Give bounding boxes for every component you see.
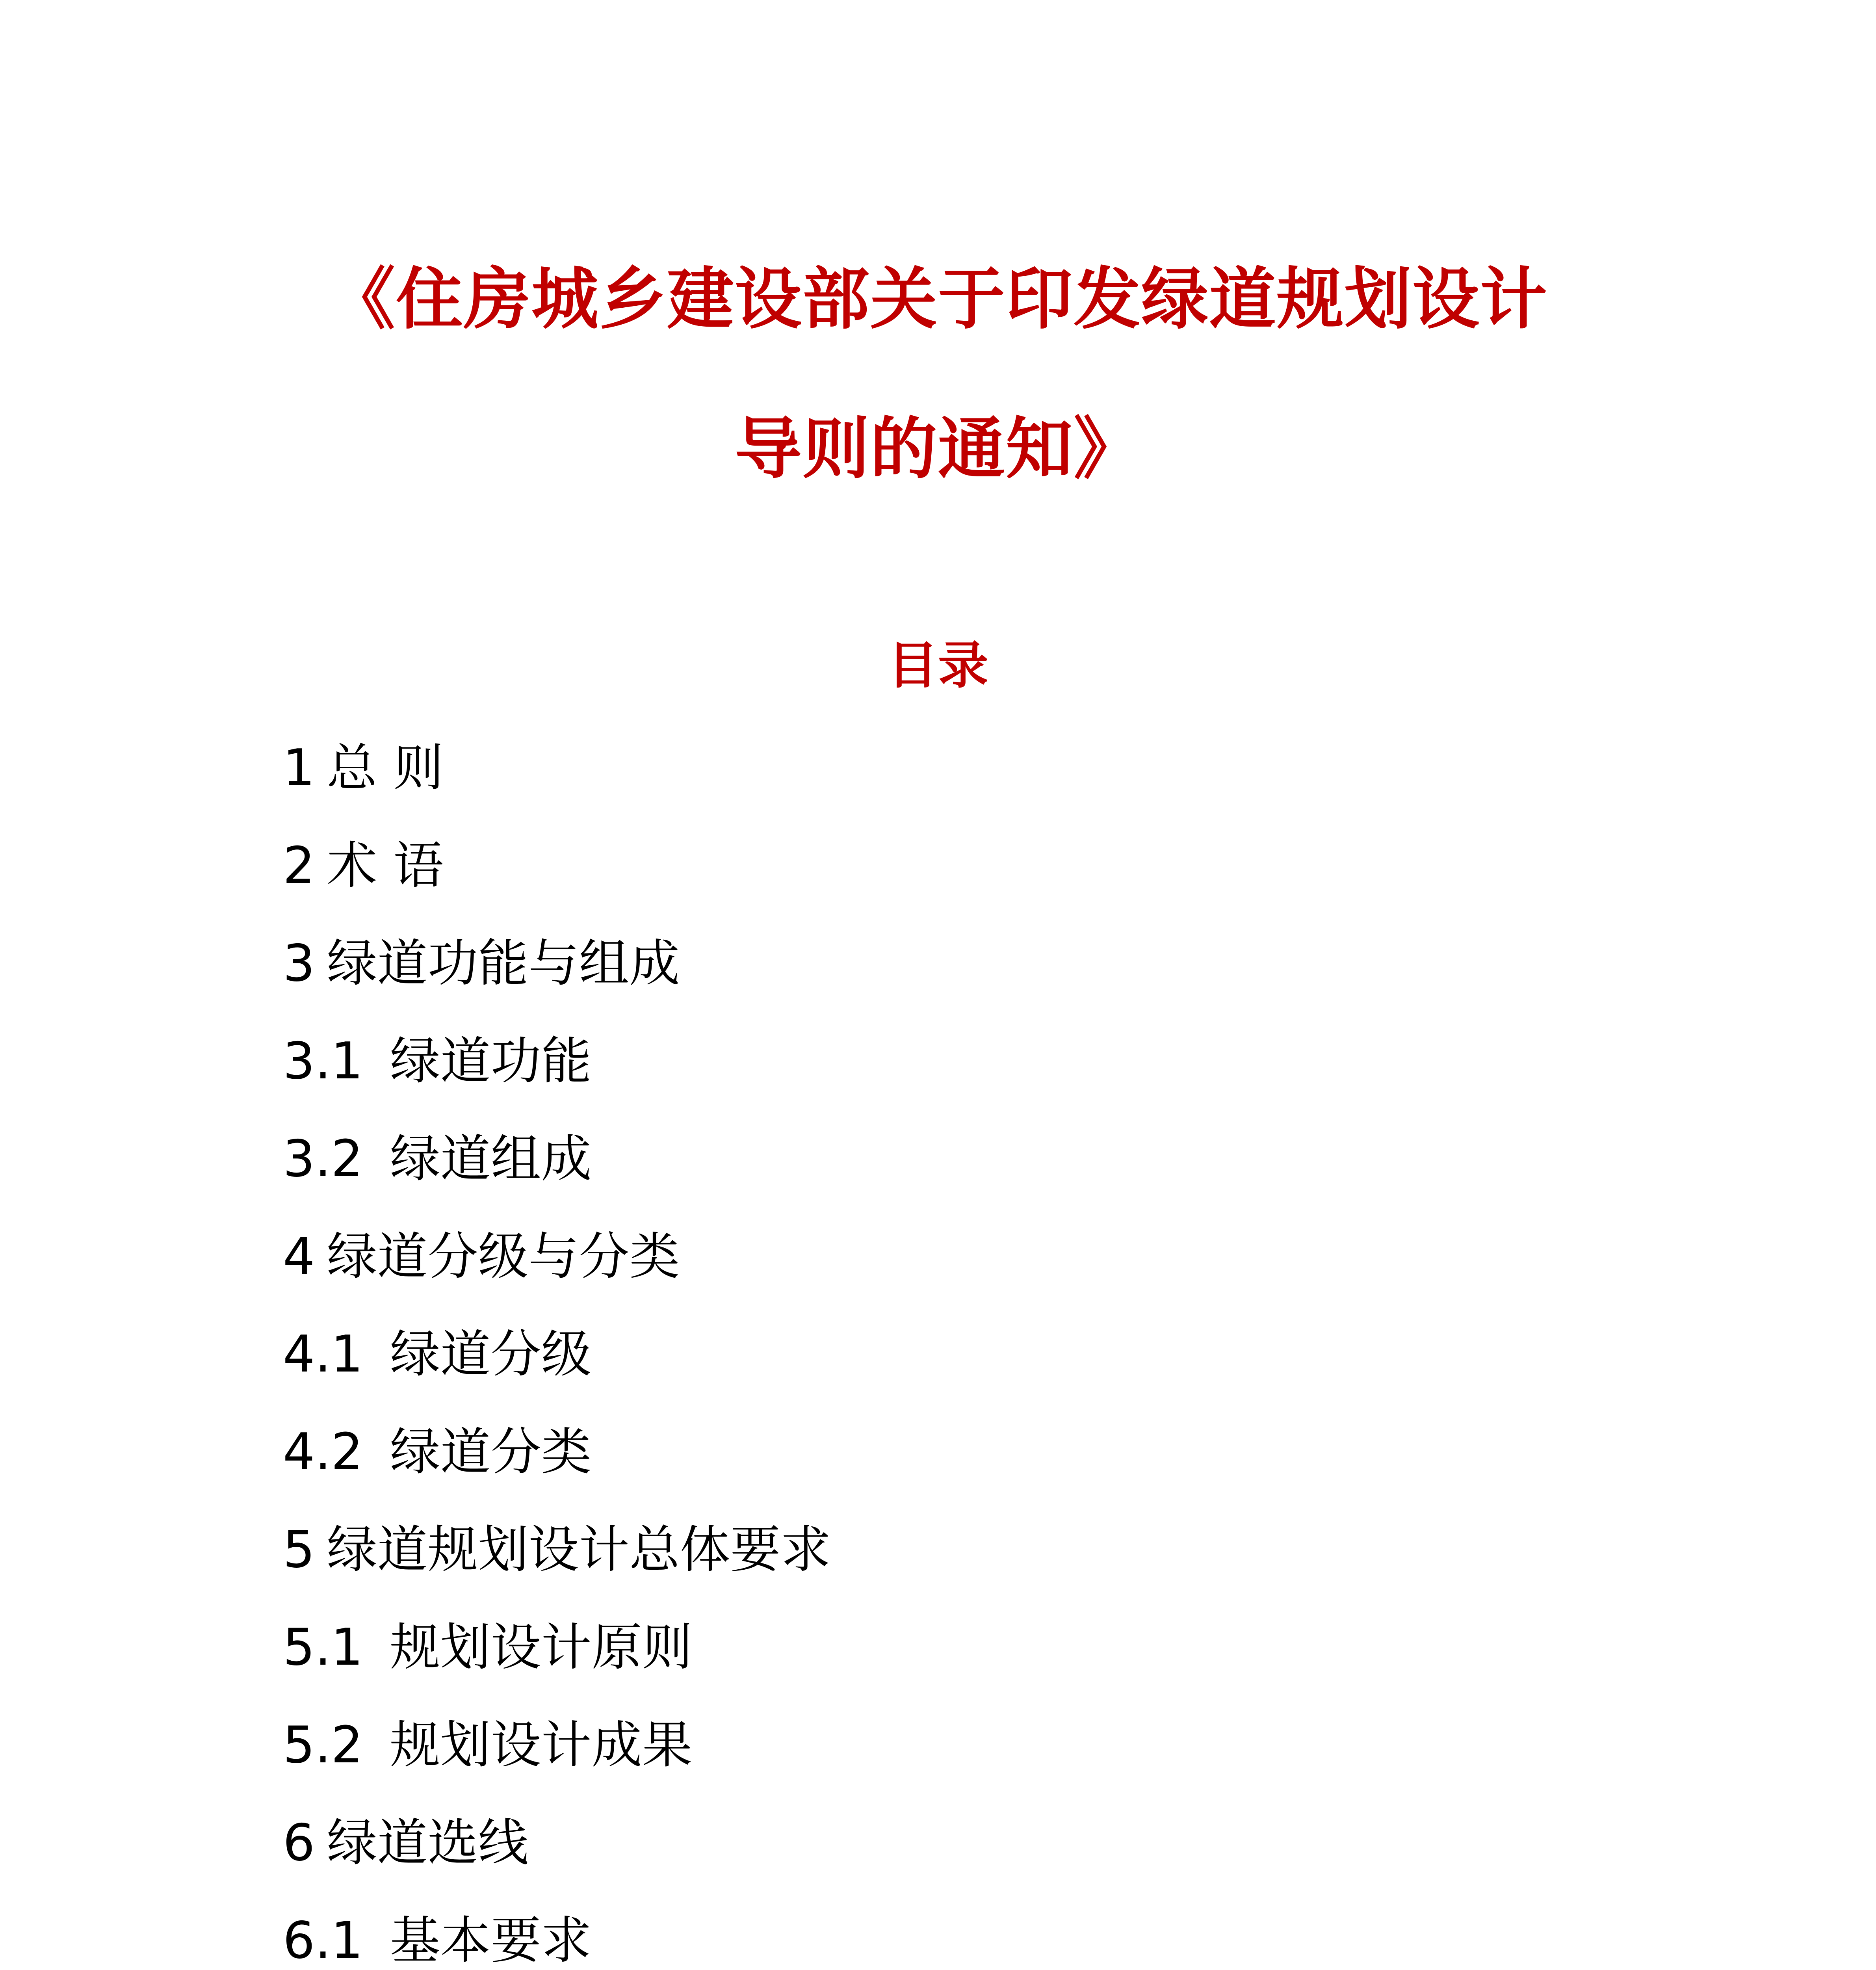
toc-item [283,1913,1701,1970]
toc-item [283,1034,1701,1132]
toc-item-label: 绿道选线 [327,1814,529,1872]
toc-item [283,1229,1701,1327]
toc-item-number: 5 [283,1520,315,1579]
toc-item [283,1132,1701,1229]
toc-item-number: 3 [283,934,315,993]
toc-item-number: 3.2 [283,1130,363,1188]
table-of-contents [283,741,1701,1970]
toc-item-number: 2 [283,836,315,895]
toc-item-number: 4.2 [283,1423,363,1481]
toc-item-number: 5.1 [283,1618,363,1677]
toc-item-label: 绿道分级与分类 [327,1227,680,1286]
toc-item-label: 绿道功能 [390,1032,592,1091]
toc-item [283,936,1701,1034]
toc-item-label: 规划设计成果 [390,1716,693,1775]
toc-item-label: 绿道组成 [390,1130,592,1188]
toc-item-label: 总 则 [327,739,444,797]
toc-item-number: 4 [283,1227,315,1286]
toc-item [283,1718,1701,1816]
toc-item [283,1816,1701,1913]
toc-item-label: 基本要求 [390,1911,592,1970]
toc-item-number: 4.1 [283,1325,363,1384]
toc-item [283,741,1701,838]
toc-item-number: 5.2 [283,1716,363,1775]
toc-item-label: 绿道分级 [390,1325,592,1384]
toc-item-label: 绿道分类 [390,1423,592,1481]
toc-item-label: 绿道规划设计总体要求 [327,1520,831,1579]
toc-item [283,1327,1701,1425]
toc-item [283,1522,1701,1620]
toc-item-number: 1 [283,739,315,797]
document-title-line-2: 导则的通知》 [734,410,1141,488]
toc-item-number: 6.1 [283,1911,363,1970]
toc-item-label: 术 语 [327,836,444,895]
document-title-line-1: 《住房城乡建设部关于印发绿道规划设计 [328,260,1548,338]
toc-item-label: 规划设计原则 [390,1618,693,1677]
toc-item-number: 6 [283,1814,315,1872]
toc-item [283,1620,1701,1718]
toc-heading: 目录 [887,636,988,695]
toc-item [283,838,1701,936]
toc-item-label: 绿道功能与组成 [327,934,680,993]
toc-item-number: 3.1 [283,1032,363,1091]
toc-item [283,1425,1701,1522]
